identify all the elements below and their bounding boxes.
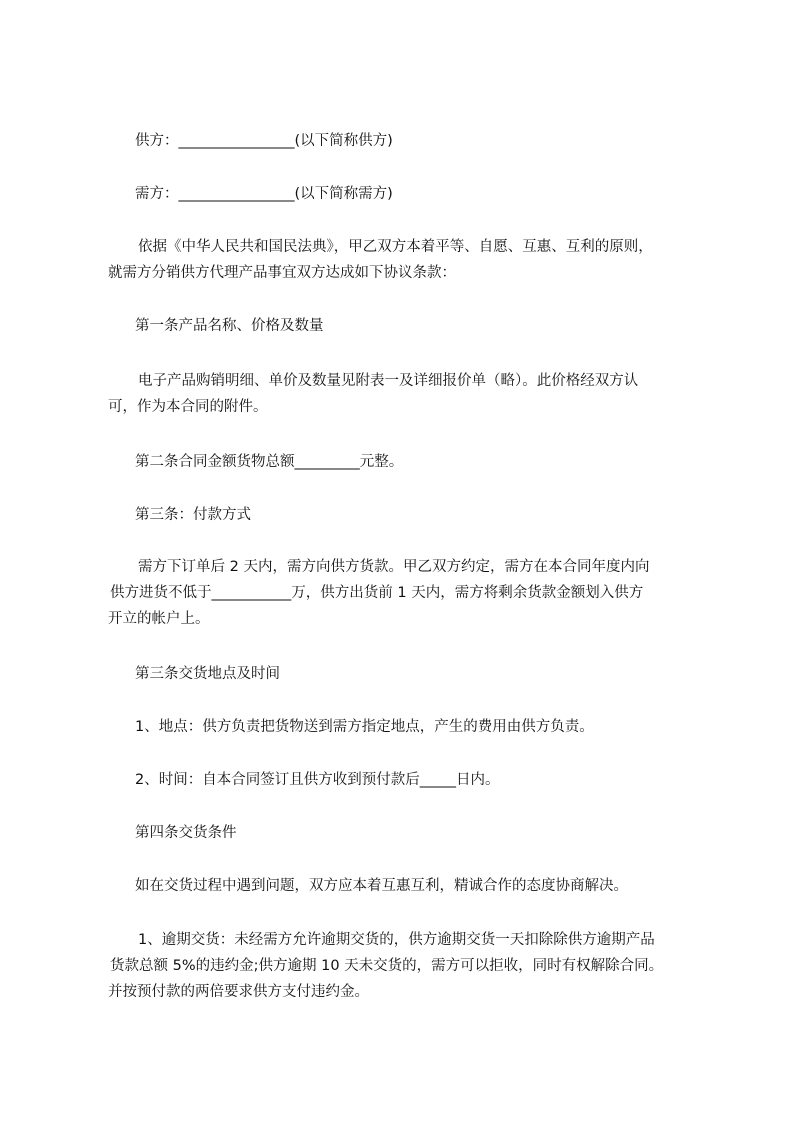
intro-paragraph [108,234,708,286]
article-4-item-1-line-1: 1、逾期交货：未经需方允许逾期交货的，供方逾期交货一天扣除除供方逾期产品 [138,932,655,948]
item-time: 2、时间：自本合同签订且供方收到预付款后_____日内。 [135,772,500,788]
intro-line-2: 就需方分销供方代理产品事宜双方达成如下协议条款： [108,265,456,281]
article-4-title: 第四条交货条件 [135,825,237,841]
article-1-line-2: 可，作为本合同的附件。 [108,399,268,415]
article-4-item-1 [108,927,708,1005]
article-3-title: 第三条：付款方式 [135,507,251,523]
article-1-title: 第一条产品名称、价格及数量 [135,318,324,334]
buyer-line: 需方：________________(以下简称需方) [135,186,393,202]
article-1-body [108,368,708,420]
article-4-item-1-line-3: 并按预付款的两倍要求供方支付违约金。 [108,984,369,1000]
article-3-body [108,554,708,632]
item-location: 1、地点：供方负责把货物送到需方指定地点，产生的费用由供方负责。 [135,719,594,735]
article-4-body: 如在交货过程中遇到问题，双方应本着互惠互利，精诚合作的态度协商解决。 [135,878,628,894]
article-3-line-3: 开立的帐户上。 [108,611,210,627]
article-4-item-1-line-2: 货款总额 5%的违约金;供方逾期 10 天未交货的，需方可以拒收，同时有权解除合同。 [110,958,664,974]
article-3-line-2: 供方进货不低于___________万，供方出货前 1 天内，需方将剩余货款金额划入供方 [110,585,644,601]
article-2-title: 第二条合同金额货物总额_________元整。 [135,454,404,470]
intro-line-1: 依据《中华人民共和国民法典》，甲乙双方本着平等、自愿、互惠、互利的原则， [138,239,653,255]
article-3b-title: 第三条交货地点及时间 [135,666,280,682]
article-1-line-1: 电子产品购销明细、单价及数量见附表一及详细报价单（略）。此价格经双方认 [138,373,639,389]
article-3-line-1: 需方下订单后 2 天内，需方向供方货款。甲乙双方约定，需方在本合同年度内向 [138,559,650,575]
supplier-line: 供方：________________(以下简称供方) [135,133,393,149]
